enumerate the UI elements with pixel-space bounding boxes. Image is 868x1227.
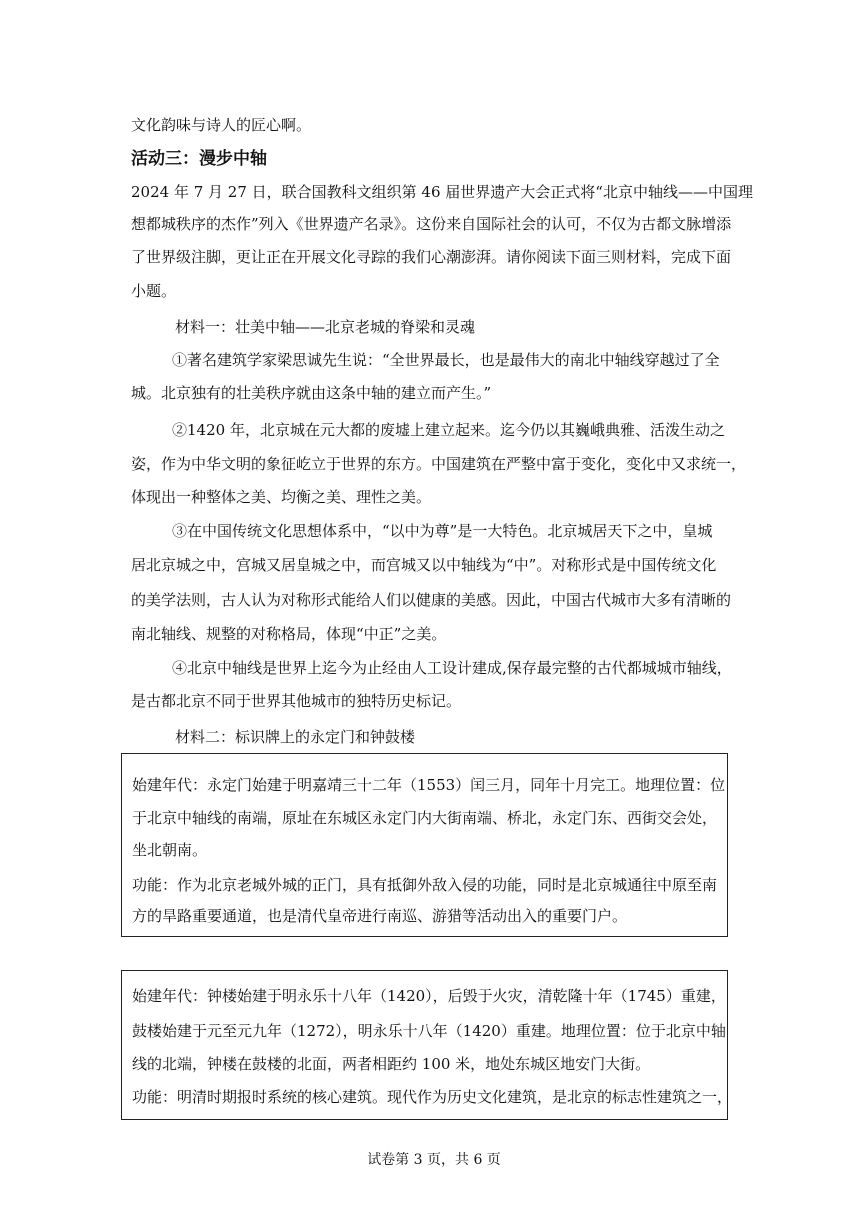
yongdingmen-sign-box [121, 753, 728, 937]
activity-intro-line: 了世界级注脚，更让正在开展文化寻踪的我们心潮澎湃。请你阅读下面三则材料，完成下面 [131, 248, 732, 266]
sign-text-line: 功能：明清时期报时系统的核心建筑。现代作为历史文化建筑，是北京的标志性建筑之一， [132, 1088, 733, 1106]
activity-intro-line: 2024 年 7 月 27 日，联合国教科文组织第 46 届世界遗产大会正式将“北京中轴线——中国理 [131, 183, 753, 201]
sign-text-line: 始建年代：永定门始建于明嘉靖三十二年（1553）闰三月，同年十月完工。地理位置：位 [132, 776, 726, 794]
material1-paragraph-line: 体现出一种整体之美、均衡之美、理性之美。 [131, 488, 432, 506]
material1-paragraph-line: 是古都北京不同于世界其他城市的独特历史标记。 [131, 692, 462, 710]
material1-paragraph-line: 居北京城之中，宫城又居皇城之中，而宫城又以中轴线为“中”。对称形式是中国传统文化 [131, 556, 717, 574]
material1-paragraph-line: 姿，作为中华文明的象征屹立于世界的东方。中国建筑在严整中富于变化，变化中又求统一， [131, 455, 747, 473]
material1-paragraph-line: ④北京中轴线是世界上迄今为止经由人工设计建成,保存最完整的古代都城城市轴线， [172, 659, 732, 677]
bell-drum-tower-sign-box [121, 970, 733, 1120]
material1-paragraph-line: 南北轴线、规整的对称格局，体现“中正”之美。 [131, 625, 447, 643]
activity-intro-line: 小题。 [131, 282, 177, 300]
material1-paragraph-line: ①著名建筑学家梁思诚先生说：“全世界最长，也是最伟大的南北中轴线穿越过了全 [172, 351, 720, 369]
intro-tail-text: 文化韵味与诗人的匠心啊。 [131, 116, 312, 134]
material1-paragraph-line: 城。北京独有的壮美秩序就由这条中轴的建立而产生。” [131, 384, 492, 402]
activity-heading: 活动三：漫步中轴 [131, 149, 267, 169]
material1-paragraph-line: ③在中国传统文化思想体系中，“以中为尊”是一大特色。北京城居天下之中，皇城 [172, 522, 713, 540]
material1-title: 材料一：壮美中轴——北京老城的脊梁和灵魂 [175, 318, 476, 336]
material1-paragraph-line: 的美学法则，古人认为对称形式能给人们以健康的美感。因此，中国古代城市大多有清晰的 [131, 591, 732, 609]
sign-text-line: 方的旱路重要通道，也是清代皇帝进行南巡、游猎等活动出入的重要门户。 [132, 907, 628, 925]
activity-intro-line: 想都城秩序的杰作”列入《世界遗产名录》。这份来自国际社会的认可，不仅为古都文脉增添 [131, 215, 732, 233]
sign-text-line: 鼓楼始建于元至元九年（1272），明永乐十八年（1420）重建。地理位置：位于北京中轴 [132, 1022, 726, 1040]
page-footer: 试卷第 3 页，共 6 页 [367, 1152, 501, 1168]
sign-text-line: 始建年代：钟楼始建于明永乐十八年（1420），后毁于火灾，清乾隆十年（1745）重建， [132, 987, 726, 1005]
material2-title: 材料二：标识牌上的永定门和钟鼓楼 [175, 728, 416, 746]
sign-text-line: 线的北端，钟楼在鼓楼的北面，两者相距约 100 米，地处东城区地安门大街。 [132, 1055, 651, 1073]
sign-text-line: 功能：作为北京老城外城的正门，具有抵御外敌入侵的功能，同时是北京城通往中原至南 [132, 876, 718, 894]
sign-text-line: 坐北朝南。 [132, 841, 208, 859]
material1-paragraph-line: ②1420 年，北京城在元大都的废墟上建立起来。迄今仍以其巍峨典雅、活泼生动之 [172, 421, 725, 439]
sign-text-line: 于北京中轴线的南端，原址在东城区永定门内大街南端、桥北，永定门东、西街交会处， [132, 809, 718, 827]
